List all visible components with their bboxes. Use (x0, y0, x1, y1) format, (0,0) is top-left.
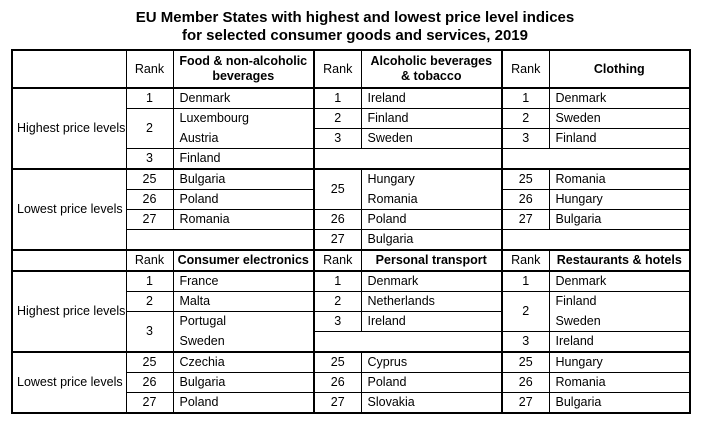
country-cell: Malta (173, 292, 314, 312)
rank-cell: 1 (502, 271, 549, 292)
rank-cell: 25 (502, 169, 549, 190)
category-food: Food & non-alcoholic beverages (173, 50, 314, 88)
country-cell: Hungary (549, 352, 690, 373)
country-cell: Romania (361, 190, 502, 210)
category-clothing: Clothing (549, 50, 690, 88)
table-row (12, 271, 690, 292)
rank-cell: 27 (126, 210, 173, 230)
rank-cell: 25 (314, 169, 361, 210)
empty-cell (502, 149, 690, 170)
rank-cell: 3 (502, 332, 549, 353)
country-cell: Finland (361, 109, 502, 129)
country-cell: Sweden (361, 129, 502, 149)
country-cell: Sweden (549, 109, 690, 129)
rank-cell: 1 (502, 88, 549, 109)
rank-cell: 2 (126, 292, 173, 312)
rank-cell: 27 (314, 230, 361, 251)
country-cell: Slovakia (361, 393, 502, 414)
country-cell: Denmark (173, 88, 314, 109)
country-cell: Poland (173, 190, 314, 210)
rank-header: Rank (126, 250, 173, 271)
empty-cell (502, 230, 690, 251)
group-label-highest: Highest price levels (12, 88, 126, 169)
rank-cell: 25 (502, 352, 549, 373)
country-cell: Denmark (549, 271, 690, 292)
rank-cell: 26 (126, 373, 173, 393)
category-transport: Personal transport (361, 250, 502, 271)
country-cell: Ireland (549, 332, 690, 353)
country-cell: Ireland (361, 312, 502, 332)
table-title (0, 9, 710, 45)
group-label-lowest: Lowest price levels (12, 352, 126, 413)
country-cell: Hungary (549, 190, 690, 210)
price-level-table-wrapper (11, 49, 691, 414)
empty-cell (126, 230, 314, 251)
rank-header: Rank (314, 250, 361, 271)
rank-cell: 25 (126, 169, 173, 190)
country-cell: Bulgaria (549, 210, 690, 230)
country-cell: Romania (173, 210, 314, 230)
rank-cell: 3 (126, 312, 173, 353)
rank-cell: 2 (502, 292, 549, 332)
category-alcohol: Alcoholic beverages & tobacco (361, 50, 502, 88)
country-cell: Romania (549, 169, 690, 190)
country-cell: Denmark (361, 271, 502, 292)
rank-cell: 2 (126, 109, 173, 149)
rank-cell: 27 (502, 393, 549, 414)
empty-cell (314, 149, 502, 170)
table-row (12, 352, 690, 373)
category-electronics: Consumer electronics (173, 250, 314, 271)
rank-header: Rank (126, 50, 173, 88)
rank-cell: 2 (502, 109, 549, 129)
rank-cell: 3 (314, 312, 361, 332)
country-cell: Finland (549, 292, 690, 312)
country-cell: Ireland (361, 88, 502, 109)
country-cell: Poland (361, 373, 502, 393)
country-cell: Romania (549, 373, 690, 393)
header-blank-cell (12, 250, 126, 271)
rank-cell: 25 (314, 352, 361, 373)
rank-cell: 3 (126, 149, 173, 170)
country-cell: Portugal (173, 312, 314, 332)
table-row (12, 88, 690, 109)
table-row (12, 169, 690, 190)
country-cell: Poland (361, 210, 502, 230)
rank-cell: 27 (126, 393, 173, 414)
country-cell: Luxembourg (173, 109, 314, 129)
rank-header: Rank (502, 250, 549, 271)
rank-cell: 3 (502, 129, 549, 149)
country-cell: Hungary (361, 169, 502, 190)
rank-cell: 26 (502, 373, 549, 393)
country-cell: Finland (549, 129, 690, 149)
rank-cell: 1 (126, 88, 173, 109)
rank-cell: 3 (314, 129, 361, 149)
country-cell: Bulgaria (173, 373, 314, 393)
country-cell: Czechia (173, 352, 314, 373)
top-header-row (12, 50, 690, 88)
bottom-header-row (12, 250, 690, 271)
rank-cell: 26 (126, 190, 173, 210)
category-restaurants: Restaurants & hotels (549, 250, 690, 271)
price-level-table (11, 49, 691, 414)
rank-cell: 26 (314, 210, 361, 230)
rank-header: Rank (314, 50, 361, 88)
country-cell: Bulgaria (361, 230, 502, 251)
country-cell: Sweden (549, 312, 690, 332)
country-cell: Netherlands (361, 292, 502, 312)
rank-cell: 27 (314, 393, 361, 414)
country-cell: Cyprus (361, 352, 502, 373)
country-cell: France (173, 271, 314, 292)
country-cell: Bulgaria (173, 169, 314, 190)
rank-cell: 26 (314, 373, 361, 393)
group-label-highest: Highest price levels (12, 271, 126, 352)
rank-cell: 27 (502, 210, 549, 230)
country-cell: Austria (173, 129, 314, 149)
rank-cell: 1 (126, 271, 173, 292)
country-cell: Poland (173, 393, 314, 414)
rank-cell: 1 (314, 88, 361, 109)
rank-cell: 25 (126, 352, 173, 373)
empty-cell (314, 332, 502, 353)
rank-cell: 2 (314, 109, 361, 129)
title-line-2: for selected consumer goods and services, 2019 (182, 27, 528, 44)
rank-cell: 26 (502, 190, 549, 210)
rank-cell: 1 (314, 271, 361, 292)
rank-header: Rank (502, 50, 549, 88)
header-blank-cell (12, 50, 126, 88)
title-line-1: EU Member States with highest and lowest price level indices (135, 9, 575, 26)
country-cell: Denmark (549, 88, 690, 109)
rank-cell: 2 (314, 292, 361, 312)
country-cell: Sweden (173, 332, 314, 353)
country-cell: Bulgaria (549, 393, 690, 414)
group-label-lowest: Lowest price levels (12, 169, 126, 250)
country-cell: Finland (173, 149, 314, 170)
